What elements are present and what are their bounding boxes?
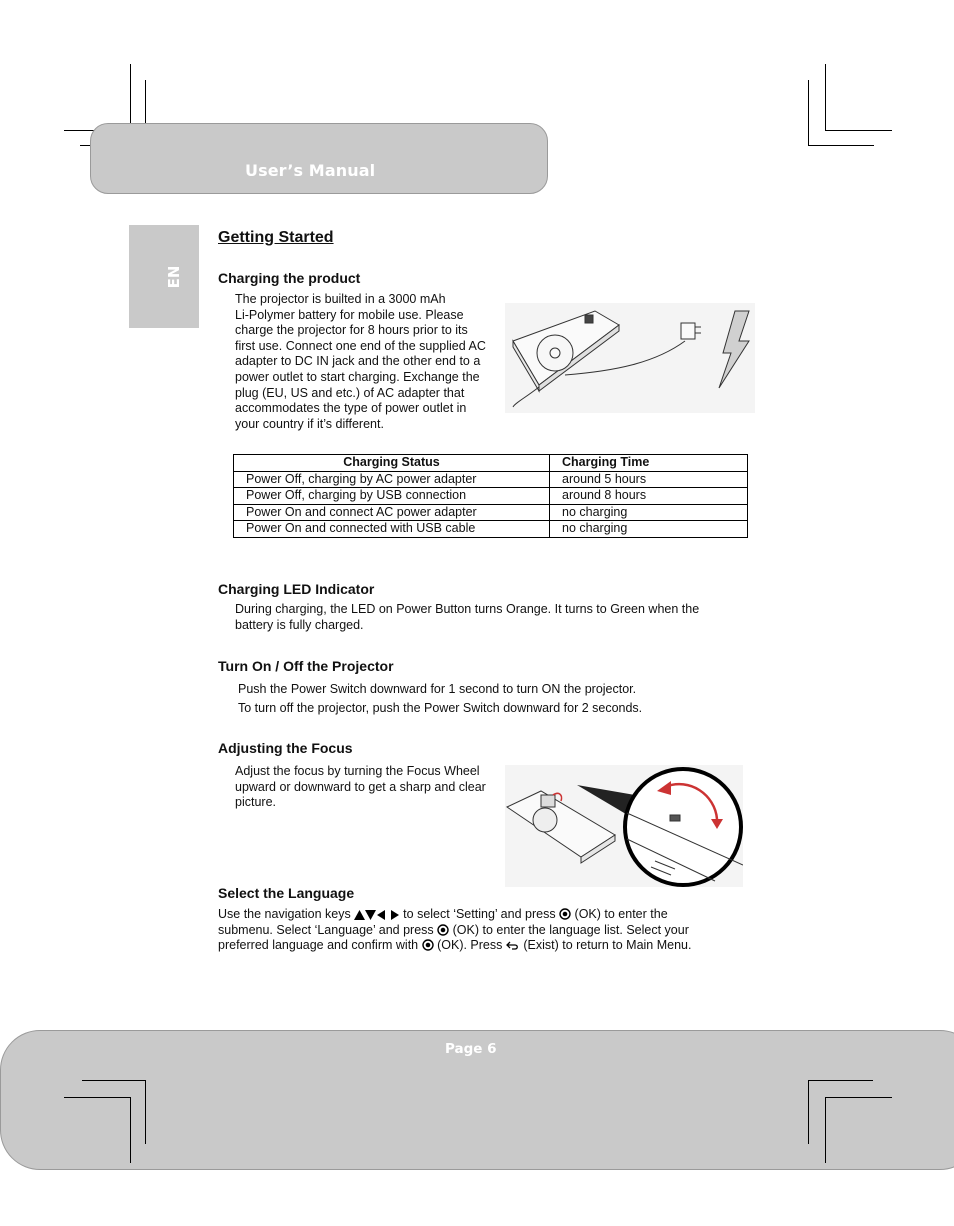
crop-mark (808, 80, 809, 146)
focus-illustration (505, 765, 743, 887)
arrow-down-icon (365, 910, 376, 920)
header-tab (90, 123, 548, 194)
power-paragraph: Push the Power Switch downward for 1 second to turn ON the projector. To turn off the projector, push the Power Switch downward for 2 seconds. (238, 682, 643, 715)
table-header-cell: Charging Status (234, 455, 550, 472)
language-paragraph: Use the navigation keys to select ‘Setting’ and press (OK) to enter the submenu. Select ‘Language’ and press (OK) to enter the language list. Select your preferred language and confirm with (OK). Press (Exist) to return to Main Menu. (218, 907, 692, 953)
table-row (234, 471, 748, 488)
table-header-row (234, 455, 748, 472)
page-number: Page 6 (445, 1041, 497, 1057)
charging-paragraph: The projector is builted in a 3000 mAh Li-Polymer battery for mobile use. Please charge the projector for 8 hours prior to its first use. Connect one end of the supplied AC adapter to DC IN jack and the other end to a power outlet to start charging. Exchange the plug (EU, US and etc.) of AC adapter that accommodates the type of power outlet in your country if it’s different. (235, 292, 486, 431)
table-cell: Power Off, charging by AC power adapter (234, 471, 550, 488)
crop-mark (130, 64, 131, 130)
header-title: User’s Manual (245, 161, 376, 180)
arrow-left-icon (376, 910, 386, 920)
table-cell: Power On and connect AC power adapter (234, 504, 550, 521)
crop-mark (808, 145, 874, 146)
charging-heading: Charging the product (218, 270, 361, 286)
crop-mark (825, 64, 826, 130)
charging-status-table (233, 454, 748, 538)
crop-mark (64, 1097, 131, 1098)
language-label: EN (165, 265, 183, 289)
table-header-cell: Charging Time (550, 455, 748, 472)
table-cell: no charging (550, 521, 748, 538)
crop-mark (130, 1097, 131, 1163)
ok-button-icon (437, 924, 449, 936)
led-heading: Charging LED Indicator (218, 581, 375, 597)
focus-paragraph: Adjust the focus by turning the Focus Wheel upward or downward to get a sharp and clear picture. (235, 764, 486, 810)
focus-heading: Adjusting the Focus (218, 740, 353, 756)
crop-mark (808, 1080, 873, 1081)
table-cell: no charging (550, 504, 748, 521)
table-row (234, 521, 748, 538)
ok-button-icon (559, 908, 571, 920)
language-heading: Select the Language (218, 885, 355, 901)
crop-mark (825, 130, 892, 131)
ok-button-icon (422, 939, 434, 951)
language-side-tab (129, 225, 199, 328)
charging-illustration (505, 303, 755, 413)
table-cell: around 8 hours (550, 488, 748, 505)
power-heading: Turn On / Off the Projector (218, 658, 394, 674)
table-cell: Power On and connected with USB cable (234, 521, 550, 538)
crop-mark (808, 1080, 809, 1144)
table-cell: around 5 hours (550, 471, 748, 488)
crop-mark (825, 1097, 826, 1163)
table-cell: Power Off, charging by USB connection (234, 488, 550, 505)
section-title: Getting Started (218, 229, 334, 246)
arrow-right-icon (390, 910, 400, 920)
table-row (234, 504, 748, 521)
crop-mark (825, 1097, 892, 1098)
crop-mark (82, 1080, 146, 1081)
arrow-up-icon (354, 910, 365, 920)
exit-back-icon (506, 940, 520, 951)
crop-mark (145, 1080, 146, 1144)
table-row (234, 488, 748, 505)
led-paragraph: During charging, the LED on Power Button turns Orange. It turns to Green when the battery is fully charged. (235, 602, 700, 632)
